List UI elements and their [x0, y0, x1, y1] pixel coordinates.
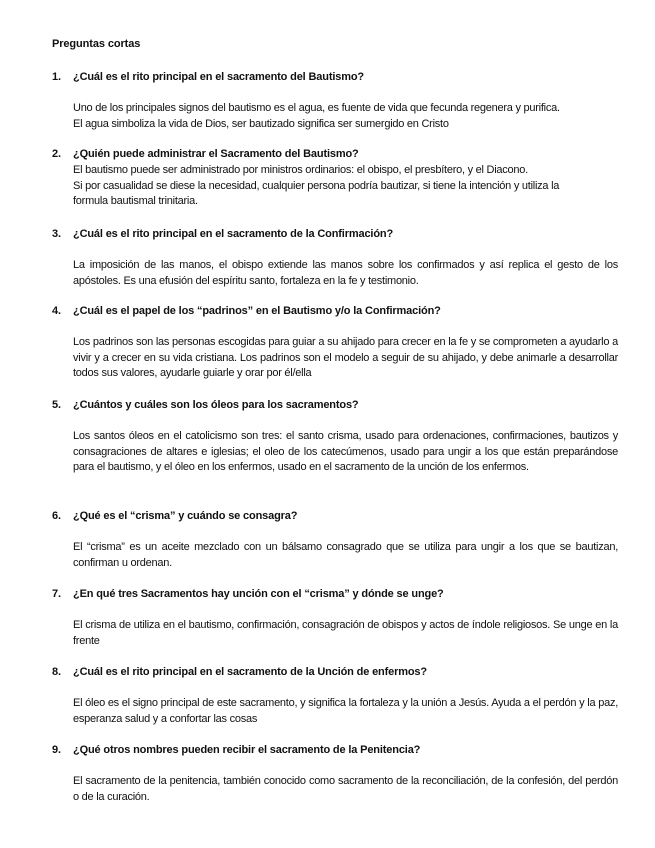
answer-text: El sacramento de la penitencia, también conocido como sacramento de la reconciliación, de la confesión, del perdón o de la curación.: [73, 775, 618, 803]
answer-text: [73, 163, 618, 210]
question-block-5: [52, 398, 622, 476]
question-text: ¿Cuál es el rito principal en el sacramento de la Confirmación?: [73, 228, 394, 240]
question-block-9: [52, 743, 622, 805]
answer-line: formula bautismal trinitaria.: [73, 195, 198, 208]
answer-text: Los padrinos son las personas escogidas para guiar a su ahijado para crecer en la fe y se comprometen a ayudarlo a vivir y a crecer en su vida cristiana. Los padrinos son el modelo a seguir de su ahijado, y debe animarle a desarrollar todos sus valores, ayudarle guiarle y orar por él/ella: [73, 336, 618, 380]
question-number: 3.: [52, 228, 61, 240]
answer-text: La imposición de las manos, el obispo extiende las manos sobre los confirmados y así replica el gesto de los apóstoles. Es una efusión del espíritu santo, fortaleza en la fe y testimonio.: [73, 259, 618, 287]
answer-line: El agua simboliza la vida de Dios, ser bautizado significa ser sumergido en Cristo: [73, 117, 449, 130]
document-title: Preguntas cortas: [52, 38, 141, 50]
question-block-1: [52, 70, 622, 132]
answer-text: [73, 101, 618, 132]
question-number: 2.: [52, 148, 61, 160]
question-heading: [52, 509, 622, 524]
answer-text: El “crisma” es un aceite mezclado con un bálsamo consagrado que se utiliza para ungir a los que se bautizan, confirman u ordenan.: [73, 541, 618, 569]
question-number: 8.: [52, 666, 61, 678]
question-block-8: [52, 665, 622, 727]
question-text: ¿En qué tres Sacramentos hay unción con el “crisma” y dónde se unge?: [73, 588, 444, 600]
question-block-7: [52, 587, 622, 649]
question-text: ¿Cuál es el rito principal en el sacramento de la Unción de enfermos?: [73, 666, 427, 678]
question-number: 1.: [52, 71, 61, 83]
question-text: ¿Cuál es el papel de los “padrinos” en el Bautismo y/o la Confirmación?: [73, 305, 441, 317]
question-number: 4.: [52, 305, 61, 317]
question-text: ¿Cuántos y cuáles son los óleos para los sacramentos?: [73, 399, 359, 411]
answer-line: Si por casualidad se diese la necesidad, cualquier persona podría bautizar, si tiene la intención y utiliza la: [73, 179, 560, 192]
question-heading: [52, 665, 622, 680]
answer-text: El crisma de utiliza en el bautismo, confirmación, consagración de obispos y actos de índole religiosos. Se unge en la frente: [73, 619, 618, 647]
question-heading: [52, 70, 622, 85]
question-heading: [52, 398, 622, 413]
question-text: ¿Quién puede administrar el Sacramento del Bautismo?: [73, 148, 359, 160]
question-number: 5.: [52, 399, 61, 411]
answer-line: El bautismo puede ser administrado por ministros ordinarios: el obispo, el presbítero, y el Diacono.: [73, 164, 528, 176]
question-number: 7.: [52, 588, 61, 600]
question-number: 9.: [52, 744, 61, 756]
question-heading: [52, 743, 622, 758]
question-block-4: [52, 304, 622, 382]
question-text: ¿Qué es el “crisma” y cuándo se consagra?: [73, 510, 298, 522]
question-number: 6.: [52, 510, 61, 522]
question-heading: [52, 587, 622, 602]
question-text: ¿Qué otros nombres pueden recibir el sacramento de la Penitencia?: [73, 744, 421, 756]
question-heading: [52, 227, 622, 242]
question-block-2: [52, 147, 622, 210]
question-block-3: [52, 227, 622, 289]
answer-text: Los santos óleos en el catolicismo son tres: el santo crisma, usado para ordenaciones, confirmaciones, bautizos y consagraciones de altares e iglesias; el oleo de los catecúmenos, usado para ungir a los que están preparándose para el bautismo, y el óleo en los enfermos, usado en el sacramento de la unción de los enfermos.: [73, 430, 618, 474]
answer-line: Uno de los principales signos del bautismo es el agua, es fuente de vida que fecunda regenera y purifica.: [73, 102, 560, 114]
answer-text: El óleo es el signo principal de este sacramento, y significa la fortaleza y la unión a Jesús. Ayuda a el perdón y la paz, esperanza salud y a confortar las cosas: [73, 697, 618, 725]
question-text: ¿Cuál es el rito principal en el sacramento del Bautismo?: [73, 71, 364, 83]
question-heading: [52, 304, 622, 319]
question-block-6: [52, 509, 622, 571]
question-heading: [52, 147, 622, 162]
